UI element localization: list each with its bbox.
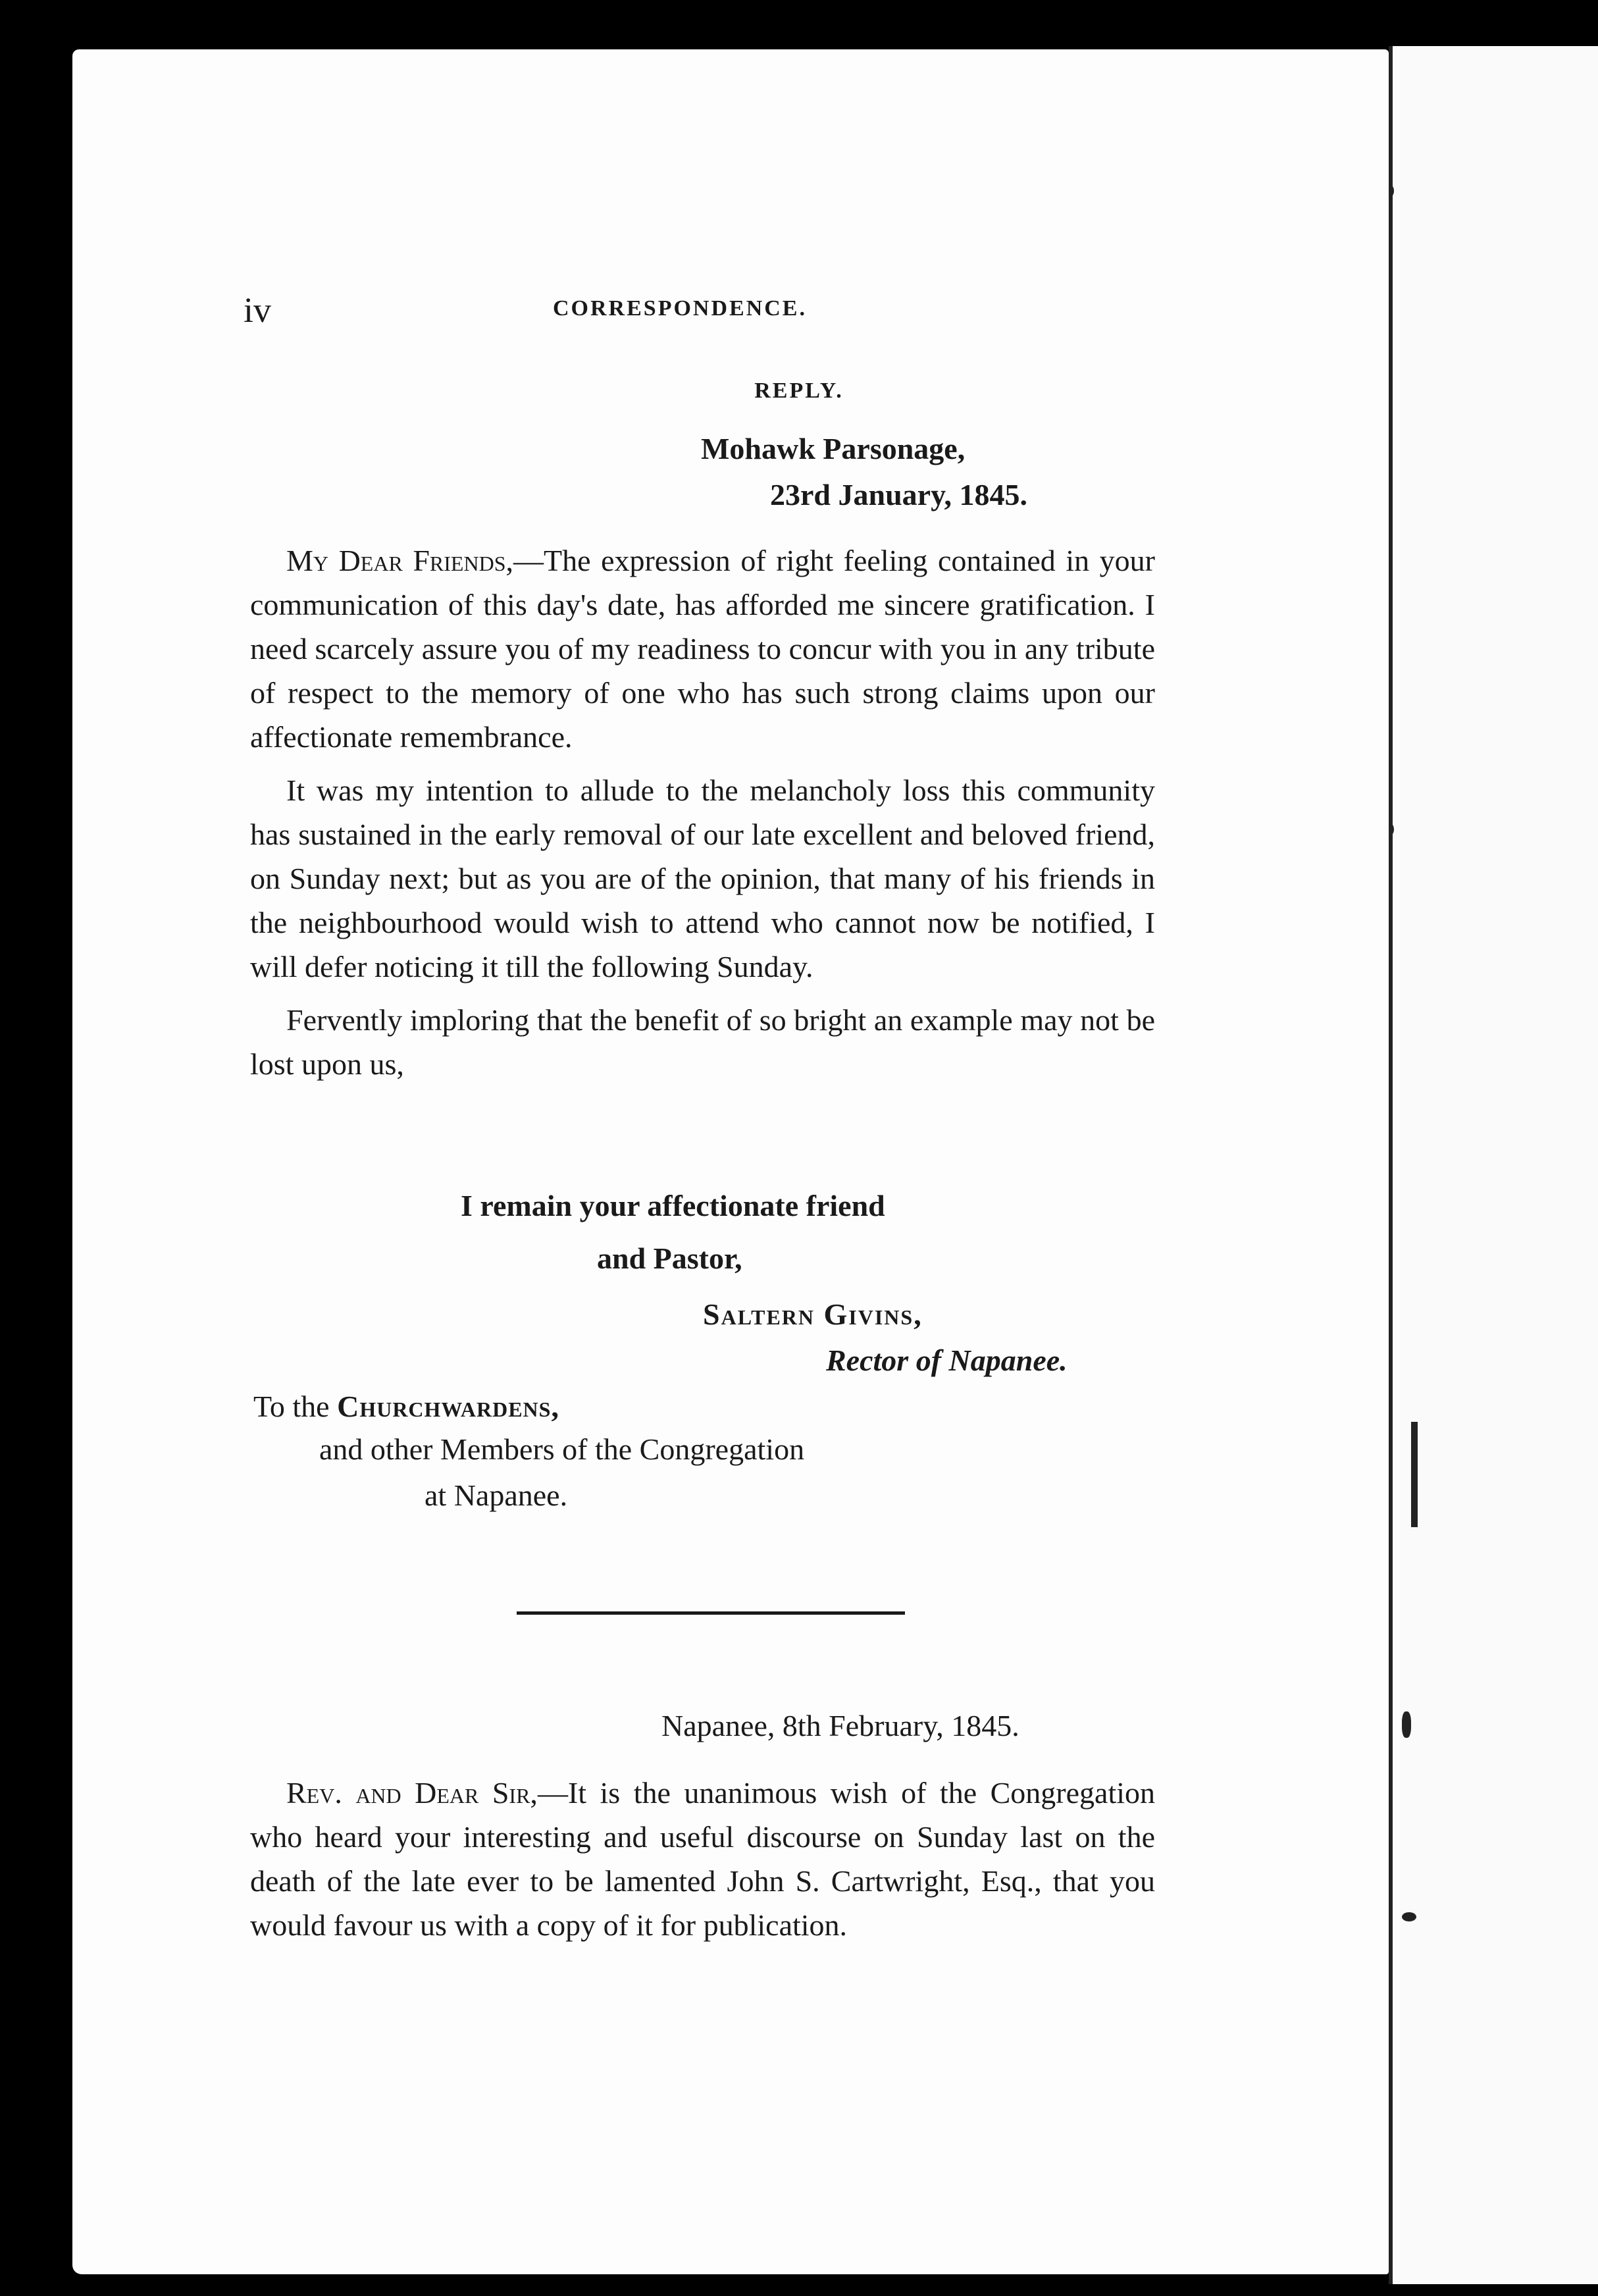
reply-paragraph-3-text: Fervently imploring that the benefit of so bright an example may not be lost upon us,: [250, 1003, 1155, 1081]
addressee-name: Churchwardens,: [337, 1390, 559, 1423]
reply-heading: REPLY.: [754, 378, 844, 403]
reply-paragraph: [250, 768, 1155, 989]
reply-paragraph: [250, 998, 1155, 1086]
reply-paragraph-2-text: It was my intention to allude to the melancholy loss this community has sustained in the early removal of our late excellent and beloved friend, on Sunday next; but as you are of the opinion, that many of his friends in the neighbourhood would wish to attend who cannot now be notified, I will defer noticing it till the following Sunday.: [250, 773, 1155, 983]
reply-paragraph: [250, 538, 1155, 759]
reply-date: 23rd January, 1845.: [770, 478, 1028, 511]
addressee-line: at Napanee.: [425, 1478, 568, 1512]
closing-line: I remain your affectionate friend: [461, 1189, 885, 1222]
addressee-line: [253, 1389, 559, 1424]
running-head: CORRESPONDENCE.: [553, 296, 807, 321]
signature: Saltern Givins,: [703, 1297, 923, 1331]
addressee-prefix: To the: [253, 1390, 338, 1423]
page-header: [244, 290, 1165, 329]
page-number: iv: [244, 290, 272, 330]
reply-salutation: My Dear Friends,: [286, 544, 513, 577]
letter2-salutation: Rev. and Dear Sir,: [286, 1776, 538, 1810]
binding-mark: [1402, 1912, 1416, 1921]
letter2-date: Napanee, 8th February, 1845.: [661, 1709, 1019, 1742]
section-divider: [517, 1611, 905, 1615]
signature-title: Rector of Napanee.: [826, 1344, 1068, 1377]
reply-paragraph-1-text: —The expression of right feeling contained in your communication of this day's date, has afforded me sincere gratification. I need scarcely assure you of my readiness to concur with you in any tribute of respect to the memory of one who has such strong claims upon our affectionate remembrance.: [250, 544, 1155, 754]
letter2-paragraph-1-text: —It is the unanimous wish of the Congregation who heard your interesting and useful discourse on Sunday last on the death of the late ever to be lamented John S. Cartwright, Esq., that you would favour us with a copy of it for publication.: [250, 1776, 1156, 1942]
closing-line: and Pastor,: [597, 1241, 742, 1275]
reply-place: Mohawk Parsonage,: [701, 432, 966, 465]
letter2-paragraph: [250, 1771, 1155, 1947]
addressee-line: and other Members of the Congregation: [319, 1432, 805, 1466]
binding-mark: [1411, 1422, 1418, 1527]
letter2-body: [250, 1771, 1155, 1947]
reply-body: [250, 538, 1155, 1086]
binding-mark: [1402, 1711, 1411, 1738]
